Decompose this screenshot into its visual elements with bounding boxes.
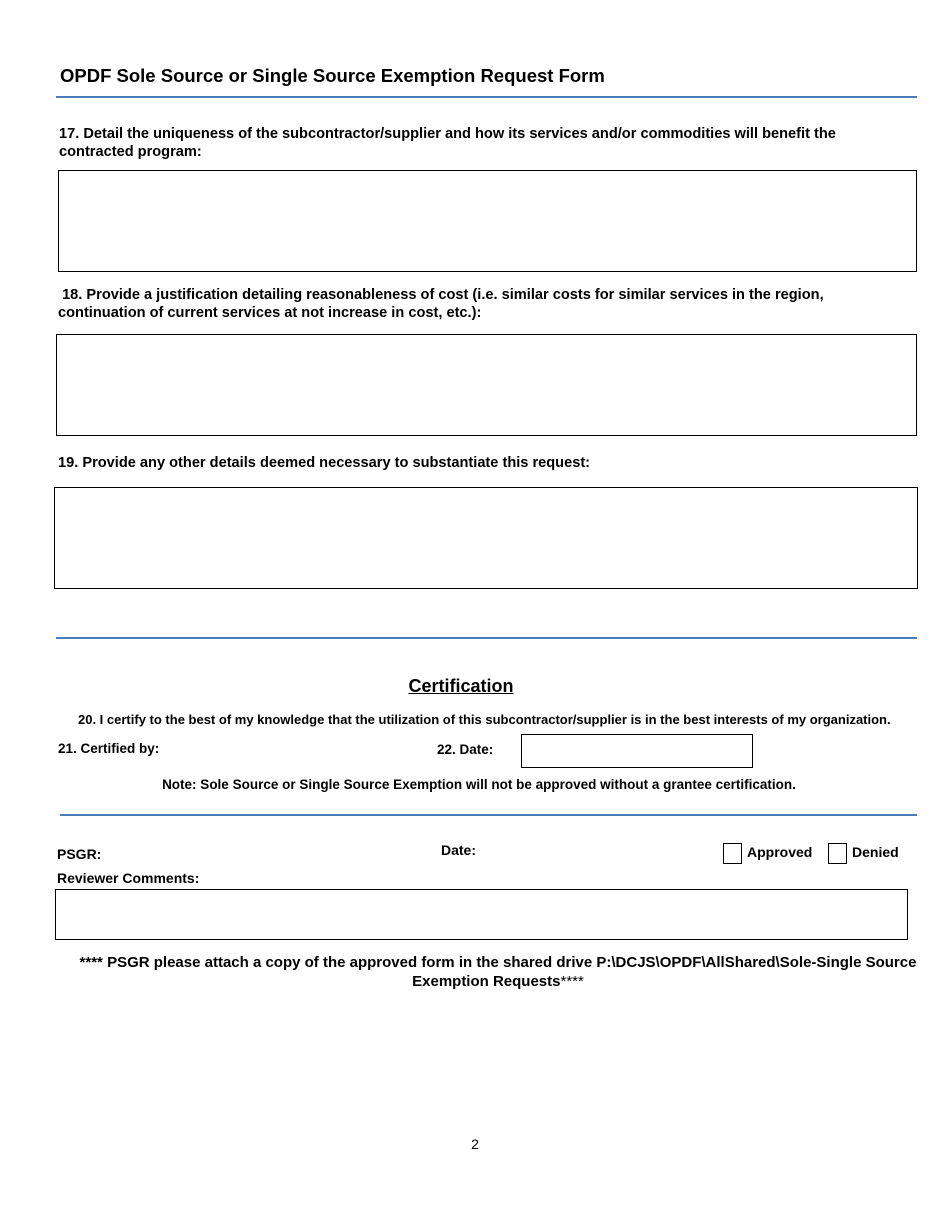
question-17-label: 17. Detail the uniqueness of the subcontractor/supplier and how its services and/or commodities will benefit the contracted program: (59, 126, 836, 160)
page-number: 2 (471, 1136, 479, 1152)
question-17-textarea[interactable] (58, 170, 917, 272)
question-19-textarea[interactable] (54, 487, 918, 589)
footer-instruction-text: **** PSGR please attach a copy of the approved form in the shared drive P:\DCJS\OPDF\AllShared\Sole-Single Source Exemption Requests (79, 954, 917, 990)
footer-instruction (64, 953, 932, 991)
psgr-label: PSGR: (57, 846, 102, 862)
review-date-label: Date: (441, 842, 477, 858)
header-divider (56, 96, 917, 98)
certified-by-label: 21. Certified by: (58, 741, 160, 756)
reviewer-comments-textarea[interactable] (55, 889, 908, 940)
certification-date-field[interactable] (521, 734, 753, 768)
certification-note: Note: Sole Source or Single Source Exemption will not be approved without a grantee certification. (162, 777, 796, 792)
approved-checkbox[interactable] (723, 843, 742, 864)
question-18-textarea[interactable] (56, 334, 917, 436)
denied-label: Denied (852, 844, 899, 860)
approved-label: Approved (747, 844, 813, 860)
question-18-label: 18. Provide a justification detailing reasonableness of cost (i.e. similar costs for similar services in the region, continuation of current services at not increase in cost, etc.): (58, 287, 828, 321)
footer-instruction-tail: **** (560, 973, 584, 990)
page-title: OPDF Sole Source or Single Source Exemption Request Form (60, 65, 605, 86)
certification-date-label: 22. Date: (437, 742, 494, 757)
section-divider (56, 637, 917, 639)
question-19-label: 19. Provide any other details deemed necessary to substantiate this request: (58, 455, 591, 471)
review-divider (60, 814, 917, 816)
certification-heading: Certification (408, 676, 514, 696)
denied-checkbox[interactable] (828, 843, 847, 864)
reviewer-comments-label: Reviewer Comments: (57, 870, 200, 886)
certification-statement: 20. I certify to the best of my knowledge that the utilization of this subcontractor/supplier is in the best interests of my organization. (78, 712, 891, 727)
